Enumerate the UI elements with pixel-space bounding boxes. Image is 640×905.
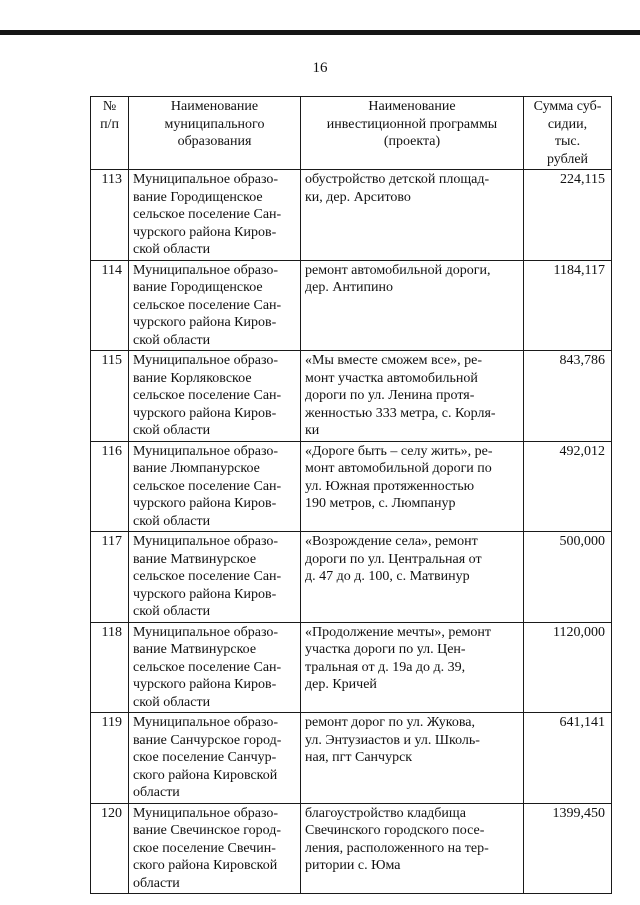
- subsidy-amount: 1399,450: [524, 803, 612, 894]
- row-number: 118: [91, 622, 129, 713]
- subsidy-amount: 492,012: [524, 441, 612, 532]
- row-number: 119: [91, 713, 129, 804]
- table-row: [91, 532, 612, 623]
- table-header: [91, 97, 612, 170]
- header-row: [91, 97, 612, 170]
- municipality-name: Муниципальное образо- вание Городищенское сельское поселение Сан- чурского района Киров- ской области: [129, 260, 301, 351]
- header-number: № п/п: [91, 97, 129, 170]
- row-number: 120: [91, 803, 129, 894]
- municipality-name: Муниципальное образо- вание Свечинское город- ское поселение Свечин- ского района Кировской области: [129, 803, 301, 894]
- subsidy-amount: 843,786: [524, 351, 612, 442]
- municipality-name: Муниципальное образо- вание Матвинурское сельское поселение Сан- чурского района Киров- ской области: [129, 622, 301, 713]
- table-row: [91, 441, 612, 532]
- project-name: ремонт автомобильной дороги, дер. Антипино: [301, 260, 524, 351]
- project-name: ремонт дорог по ул. Жукова, ул. Энтузиастов и ул. Школь- ная, пгт Санчурск: [301, 713, 524, 804]
- header-municipality: Наименование муниципального образования: [129, 97, 301, 170]
- subsidy-amount: 500,000: [524, 532, 612, 623]
- top-rule: [0, 30, 640, 35]
- row-number: 117: [91, 532, 129, 623]
- municipality-name: Муниципальное образо- вание Городищенское сельское поселение Сан- чурского района Киров- ской области: [129, 170, 301, 261]
- subsidy-table: [90, 96, 612, 894]
- page-number: 16: [312, 60, 328, 76]
- project-name: «Мы вместе сможем все», ре- монт участка автомобильной дороги по ул. Ленина протя- женностью 333 метра, с. Корля- ки: [301, 351, 524, 442]
- project-name: «Дороге быть – селу жить», ре- монт автомобильной дороги по ул. Южная протяженностью 190 метров, с. Люмпанур: [301, 441, 524, 532]
- project-name: «Возрождение села», ремонт дороги по ул. Центральная от д. 47 до д. 100, с. Матвинур: [301, 532, 524, 623]
- municipality-name: Муниципальное образо- вание Матвинурское сельское поселение Сан- чурского района Киров- ской области: [129, 532, 301, 623]
- table-row: [91, 351, 612, 442]
- row-number: 116: [91, 441, 129, 532]
- subsidy-amount: 1120,000: [524, 622, 612, 713]
- row-number: 113: [91, 170, 129, 261]
- header-project: Наименование инвестиционной программы (проекта): [301, 97, 524, 170]
- table-row: [91, 803, 612, 894]
- header-amount: Сумма суб- сидии, тыс. рублей: [524, 97, 612, 170]
- project-name: благоустройство кладбища Свечинского городского посе- ления, расположенного на тер- ритории с. Юма: [301, 803, 524, 894]
- table-row: [91, 713, 612, 804]
- table-row: [91, 260, 612, 351]
- subsidy-amount: 1184,117: [524, 260, 612, 351]
- municipality-name: Муниципальное образо- вание Санчурское город- ское поселение Санчур- ского района Кировской области: [129, 713, 301, 804]
- municipality-name: Муниципальное образо- вание Люмпанурское сельское поселение Сан- чурского района Киров- ской области: [129, 441, 301, 532]
- table-row: [91, 622, 612, 713]
- row-number: 114: [91, 260, 129, 351]
- row-number: 115: [91, 351, 129, 442]
- municipality-name: Муниципальное образо- вание Корляковское сельское поселение Сан- чурского района Киров- ской области: [129, 351, 301, 442]
- project-name: обустройство детской площад- ки, дер. Арситово: [301, 170, 524, 261]
- subsidy-amount: 224,115: [524, 170, 612, 261]
- table-row: [91, 170, 612, 261]
- subsidy-amount: 641,141: [524, 713, 612, 804]
- project-name: «Продолжение мечты», ремонт участка дороги по ул. Цен- тральная от д. 19а до д. 39, дер. Кричей: [301, 622, 524, 713]
- table-body: [91, 170, 612, 894]
